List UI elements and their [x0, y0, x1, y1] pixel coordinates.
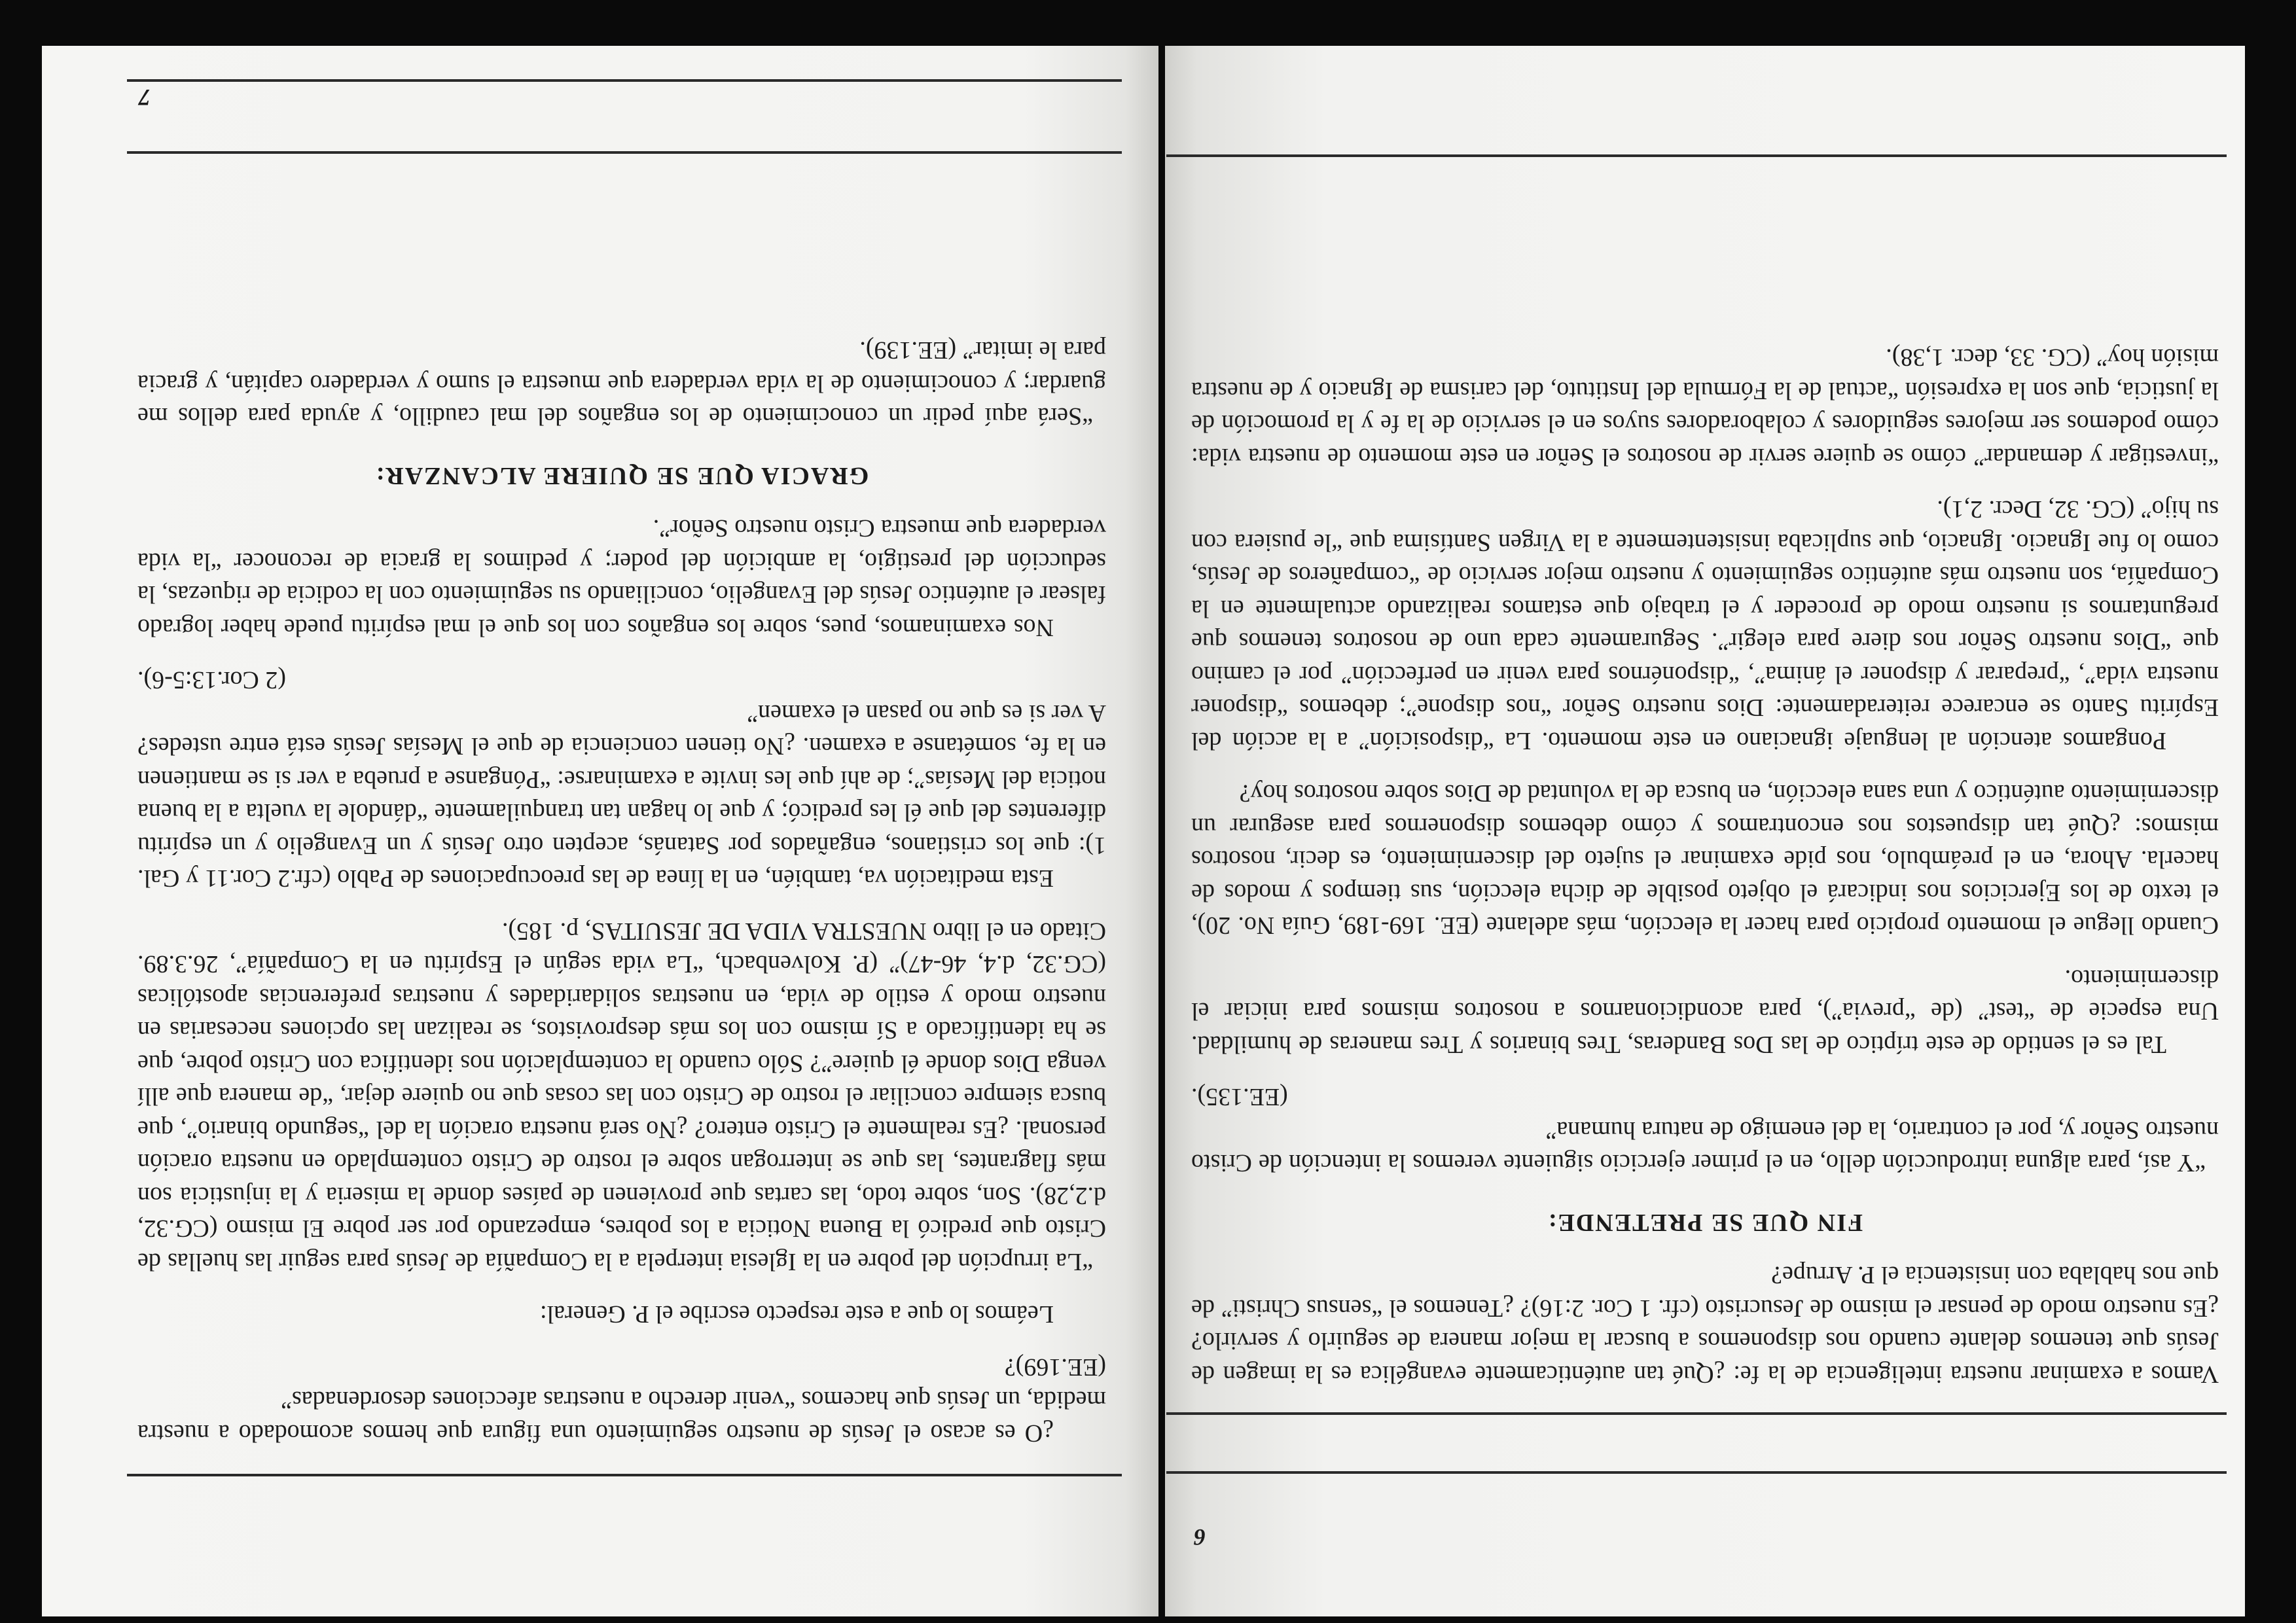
page-6-text	[1191, 321, 2219, 1391]
section-heading: GRACIA QUE SE QUIERE ALCANZAR:	[374, 462, 869, 490]
page-6	[1165, 46, 2245, 1616]
paragraph: “investigar y demandar” cómo se quiere servir de nosotros el Señor en este momento de nuestra vida: cómo podemos ser mejores seguidores y colaboradores suyos en el servicio de la fe y la promoción de la justicia, que son la expresión “actual de la Fórmula del Instituto, del carisma de Ignacio y de nuestra misión hoy” (CG. 33, decr. 1,38).	[1191, 344, 2219, 471]
paragraph: Leámos lo que a este respecto escribe el P. General:	[539, 1300, 1054, 1329]
header-rule	[1166, 1471, 2227, 1474]
paragraph: ¿O es acaso el Jesús de nuestro seguimiento una figura que hemos acomodado a nuestra medida, un Jesús que hacemos “venir derecho a nuestras afecciones desordenadas”	[137, 1386, 1106, 1447]
quote-reference: (EE.169)?	[1004, 1353, 1106, 1381]
footer-rule	[127, 1474, 1122, 1476]
paragraph: Tal es el sentido de este tríptico de las Dos Banderas, Tres binarios y Tres maneras de humildad. Una especie de “test” (de “previa”), para acondicionarnos a nosotros mismos para iniciar el discernimiento.	[1191, 965, 2219, 1058]
header-rule	[127, 79, 1122, 82]
quote-reference: (2 Cor.13:5-6).	[137, 666, 286, 694]
section-heading: FIN QUE SE PRETENDE:	[1547, 1209, 1863, 1236]
header-rule	[127, 151, 1122, 154]
paragraph: Vamos a examinar nuestra inteligencia de la fe: ¿Qué tan auténticamente evangélica es la imagen de Jesús que tenemos delante cuando nos disponemos a buscar la mejor manera de seguirlo y servirlo? ¿Es nuestro modo de pensar el mismo de Jesucristo (cfr. 1 Cor. 2:16)? ¿Tenemos el “sensus Christi” de que nos hablaba con insistencia el P. Arrupe?	[1191, 1261, 2219, 1388]
paragraph: Nos examinamos, pues, sobre los engaños con los que el mal espíritu puede haber logrado falsear el auténtico Jesús del Evangelio, conciliando su seguimiento con la codicia de riquezas, la seducción del prestigio, la ambición del poder; y pedimos la gracia de reconocer “la vida verdadera que muestra Cristo nuestro Señor”.	[137, 514, 1106, 641]
header-rule	[1166, 1412, 2227, 1415]
quote-reference: (EE.135).	[1191, 1083, 1288, 1111]
paragraph: Pongamos atención al lenguaje ignaciano en este momento. La “disposición” a la acción del Espíritu Santo se encarece reiteradamente: Dios nuestro Señor “nos dispone”; debemos “disponer nuestra vida”, “preparar y disponer el ánima”, “disponérnos para venir en perfección” por el camino que “Dios nuestro Señor nos diere para elegir”. Seguramente cada uno de nosotros tenemos que preguntarnos si nuestro modo de proceder y el trabajo que estamos realizando actualmente en la Compañía, son nuestro más auténtico seguimiento y nuestro mejor servicio de “compañeros de Jesús, como lo fue Ignacio. Ignacio, que suplicaba insistentemente a la Virgen Santísima que “le pusiera con su hijo” (CG. 32, Decr. 2,1).	[1191, 495, 2219, 755]
quote: “Será aquí pedir un conocimiento de los engaños del mal caudillo, y ayuda para dellos me guardar; y conocimiento de la vida verdadera que muestra el sumo y verdadero capitán, y gracia para le imitar” (EE.139).	[137, 336, 1106, 431]
quote: “Y así, para alguna introducción dello, en el primer ejercicio siguiente veremos la intención de Cristo nuestro Señor y, por el contrario, la del enemigo de natura humana”	[1191, 1116, 2219, 1177]
page-number: 7	[139, 84, 151, 111]
paragraph: Esta meditación va, también, en la línea de las preocupaciones de Pablo (cfr.2 Cor.11 y Gal. 1): que los cristianos, engañados por Satanás, acepten otro Jesús y un Evangelio y un espíritu diferentes del que él les predicó; y que lo hagan tan tranquilamente “dándole la vuelta a la buena noticia del Mesías”; de ahí que les invite a examinarse: “Pónganse a prueba a ver si se mantienen en la fe, sométanse a examen. ¿No tienen conciencia de que el Mesías Jesús está entre ustedes? A ver si es que no pasan el examen”	[137, 700, 1106, 893]
footer-rule	[1166, 154, 2227, 157]
paragraph: Cuando llegue el momento propicio para hacer la elección, más adelante (EE. 169-189, Guía No. 20), el texto de los Ejercicios nos indicará el objeto posible de dicha elección, sus tiempos y modos de hacerla. Ahora, en el preámbulo, nos pide examinar el sujeto del discernimiento, es decir, nosotros mismos: ¿Qué tan dispuestos nos encontramos y cómo debemos disponernos para asegurar un discernimiento auténtico y una sana elección, en busca de la voluntad de Dios sobre nosotros hoy?	[1191, 779, 2219, 940]
quote: “La irrupción del pobre en la Iglesia interpela a la Compañía de Jesús para seguir las huellas de Cristo que predicó la Buena Noticia a los pobres, empezando por ser pobre El mismo (CG.32, d.2,28). Son, sobre todo, las cartas que provienen de países donde la miseria y la injusticia son más flagrantes, las que se interrogan sobre el rostro de Cristo contemplado en nuestra oración personal. ¿Es realmente el Cristo entero? ¿No será nuestra oración la del “segundo binario”, que busca siempre conciliar el rostro de Cristo con las cosas que no quiere dejar, “de manera que allí venga Dios donde él quiere”? Sólo cuando la contemplación nos identifica con Cristo pobre, que se ha identificado a Sí mismo con los más desprovistos, se realizan las opciones necesarias en nuestro modo y estilo de vida, en nuestras solidaridades y nuestras preferencias apostólicas (CG.32, d.4, 46-47)” (P. Kolvenbach, “La vida según el Espíritu en la Compañía”, 26.3.89. Citado en el libro NUESTRA VIDA DE JESUITAS, p. 185).	[137, 918, 1106, 1275]
page-7-text	[137, 314, 1106, 1450]
page-number: 6	[1194, 1524, 1206, 1550]
page-7	[42, 46, 1158, 1616]
